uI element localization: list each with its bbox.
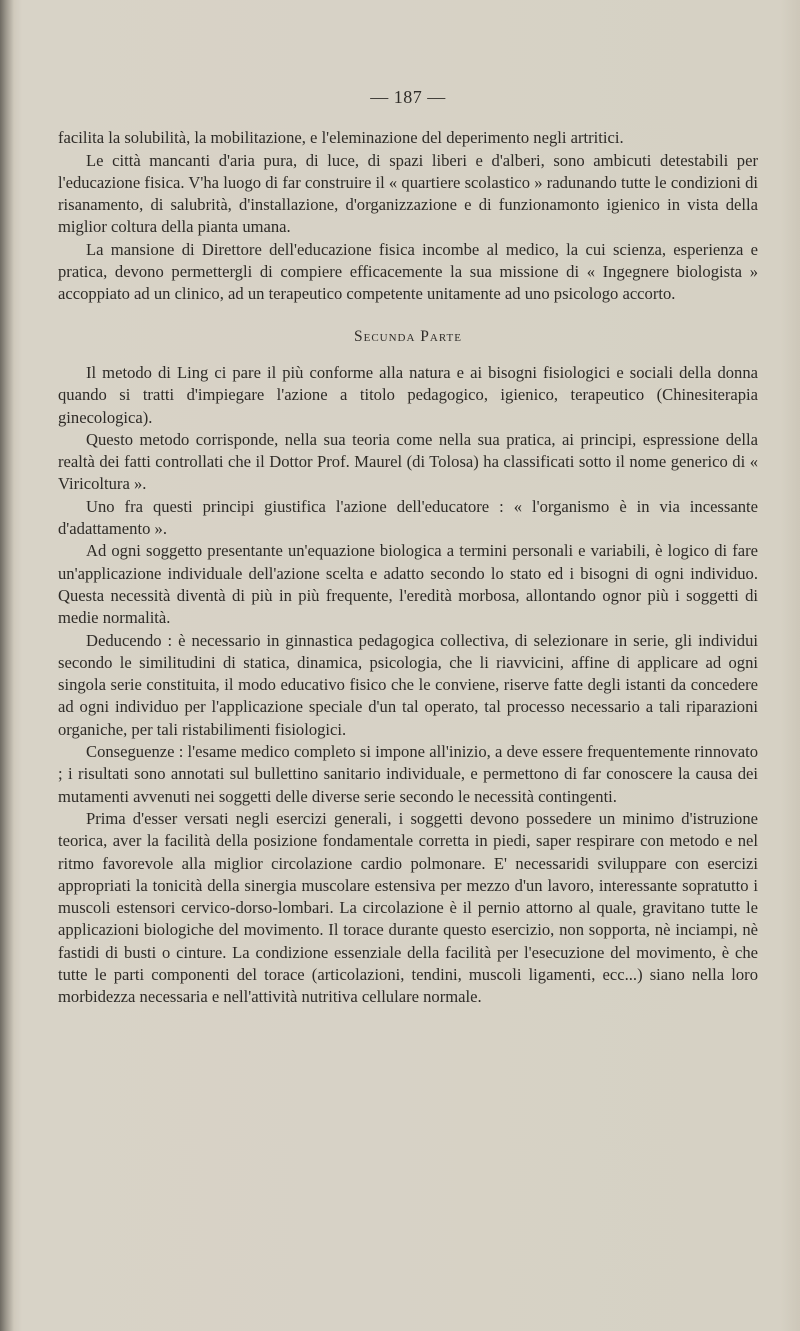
paragraph: Le città mancanti d'aria pura, di luce, di spazi liberi e d'alberi, sono ambicuti detestabili per l'educazione fisica. V'ha luogo di far construire il « quartiere scolastico » radunando tutte le condizioni di risanamento, di salubrità, d'installazione, d'organizzazione e di funzionamonto igienico in vista della miglior coltura della pianta umana. xyxy=(58,150,758,237)
paragraph: Deducendo : è necessario in ginnastica pedagogica collectiva, di selezionare in serie, gli individui secondo le similitudini di statica, dinamica, psicologia, che li riavvicini, affine di applicare ad ogni singola serie constituita, il modo educativo fisico che le conviene, riserve fatte degli istanti da concedere ad ogni individuo per l'applicazione speciale d'un tal operato, tal processo necessario a tali riparazioni organiche, per tali ristabilimenti fisiologici. xyxy=(58,630,758,739)
paragraph: Il metodo di Ling ci pare il più conforme alla natura e ai bisogni fisiologici e sociali della donna quando si tratti d'impiegare l'azione a titolo pedagogico, igienico, terapeutico (Chinesiterapia ginecologica). xyxy=(58,362,758,427)
page-number: — 187 — xyxy=(370,87,446,107)
paragraph: Uno fra questi principi giustifica l'azione dell'educatore : « l'organismo è in via incessante d'adattamento ». xyxy=(58,496,758,539)
paragraph: Prima d'esser versati negli esercizi generali, i soggetti devono possedere un minimo d'istruzione teorica, aver la facilità della posizione fondamentale corretta in piedi, saper respirare con metodo e nel ritmo favorevole alla miglior circolazione cardio polmonare. E' necessaridi sviluppare con esercizi appropriati la tonicità della sinergia muscolare estensiva per mezzo d'un lavoro, interessante sopratutto i muscoli estensori cervico-dorso-lombari. La circolazione è il pernio attorno al quale, gravitano tutte le applicazioni biologiche del movimento. Il torace durante questo esercizio, non sopporta, nè inciampi, nè fastidi di busti o cinture. La condizione essenziale della facilità per l'esecuzione del movimento, è che tutte le parti componenti del torace (articolazioni, tendini, muscoli ligamenti, ecc...) siano nella loro morbidezza necessaria e nell'attività nutritiva cellulare normale. xyxy=(58,808,758,1007)
paragraph: Questo metodo corrisponde, nella sua teoria come nella sua pratica, ai principi, espressione della realtà dei fatti controllati che il Dottor Prof. Maurel (di Tolosa) ha classificati sotto il nome generico di « Viricoltura ». xyxy=(58,429,758,494)
paragraph: Conseguenze : l'esame medico completo si impone all'inizio, a deve essere frequentemente rinnovato ; i risultati sono annotati sul bullettino sanitario individuale, e permettono di far conoscere la causa dei mutamenti avvenuti nei soggetti delle diverse serie secondo le necessità contingenti. xyxy=(58,742,758,806)
paragraph: facilita la solubilità, la mobilitazione, e l'eleminazione del deperimento negli artritici. xyxy=(58,128,624,148)
paragraph: La mansione di Direttore dell'educazione fisica incombe al medico, la cui scienza, esperienza e pratica, devono permettergli di compiere efficacemente la sua missione di « Ingegnere biologista » accoppiato ad un clinico, ad un terapeutico competente unitamente ad uno psicologo accorto. xyxy=(58,239,758,304)
paragraph: Ad ogni soggetto presentante un'equazione biologica a termini personali e variabili, è logico di fare un'applicazione individuale dell'azione scelta e adatto secondo lo stato ed i bisogni di ogni individuo. Questa necessità diventà di più in più frequente, l'eredità morbosa, allontando ognor più i soggetti di medie normalità. xyxy=(58,541,758,628)
section-heading: Secunda Parte xyxy=(353,327,462,345)
page-text xyxy=(58,86,758,1009)
